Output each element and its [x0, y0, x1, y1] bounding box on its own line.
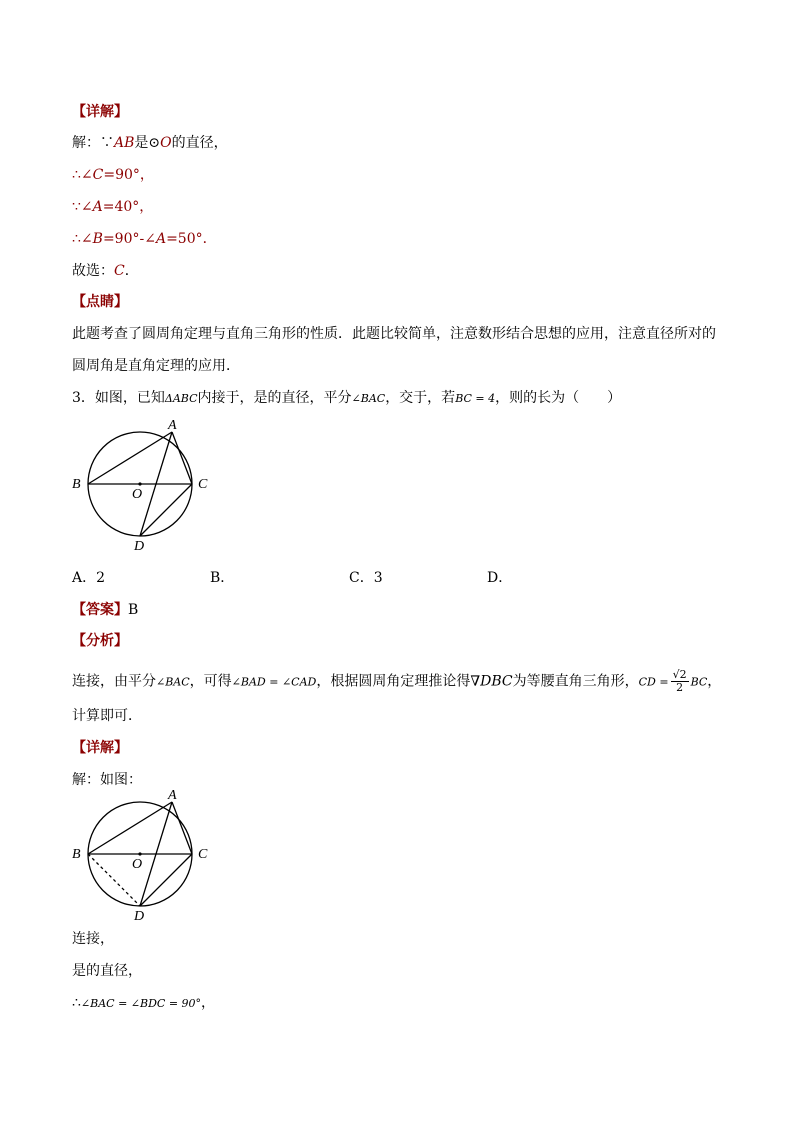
solution-line-5: 故选：C．	[72, 263, 139, 279]
dianjing-line-1: 此题考查了圆周角定理与直角三角形的性质．此题比较简单，注意数形结合思想的应用，注意直径所对的	[72, 326, 716, 342]
section-header-analysis: 【分析】	[72, 633, 128, 649]
fraction-sqrt2-over-2: $\frac{√2}{2}$	[672, 668, 687, 694]
option-d: D．	[487, 570, 513, 586]
label-d: D	[134, 539, 145, 554]
label-o: O	[132, 487, 143, 502]
segment-ac	[172, 432, 192, 484]
dianjing-line-2: 圆周角是直角定理的应用．	[72, 358, 240, 374]
solution-line-1: 解：∵AB是⊙O的直径，	[72, 135, 228, 151]
detail-line-4: ∴∠BAC = ∠BDC = 90°，	[72, 995, 216, 1011]
option-a: A．2	[72, 570, 106, 586]
detail-line-2: 连接，	[72, 931, 114, 947]
segment-ba	[88, 802, 172, 854]
label-c: C	[198, 847, 208, 862]
center-point	[138, 852, 141, 855]
solution-line-3: ∵∠A=40°，	[72, 199, 154, 215]
section-header-dianjing: 【点睛】	[72, 294, 128, 310]
segment-ac	[172, 802, 192, 854]
label-a: A	[168, 788, 177, 803]
detail-line-1: 解：如图：	[72, 772, 142, 788]
label-b: B	[72, 477, 81, 492]
label-d: D	[134, 909, 145, 924]
label-a: A	[168, 418, 177, 433]
label-o: O	[132, 857, 143, 872]
option-b: B．	[210, 570, 235, 586]
label-c: C	[198, 477, 208, 492]
section-header-detail-2: 【详解】	[72, 740, 128, 756]
solution-line-2: ∴∠C=90°，	[72, 167, 154, 183]
label-b: B	[72, 847, 81, 862]
circle-figure-solution	[66, 788, 226, 928]
section-header-detail: 【详解】	[72, 104, 128, 120]
circle-figure-question	[66, 418, 226, 558]
option-c: C．3	[349, 570, 383, 586]
solution-line-4: ∴∠B=90°-∠A=50°．	[72, 231, 217, 247]
question-3: 3．如图，已知ΔABC内接于，是的直径，平分∠BAC，交于，若BC = 4，则的长为（ ）	[72, 390, 622, 406]
center-point	[138, 482, 141, 485]
analysis-line-1: 连接，由平分∠BAC，可得∠BAD = ∠CAD，根据圆周角定理推论得∇DBC为等腰直角三角形，CD = $\frac{√2}{2}$ BC，	[72, 668, 722, 694]
segment-ba	[88, 432, 172, 484]
answer-line: 【答案】B	[72, 602, 139, 618]
analysis-line-2: 计算即可．	[72, 708, 142, 724]
detail-line-3: 是的直径，	[72, 963, 142, 979]
